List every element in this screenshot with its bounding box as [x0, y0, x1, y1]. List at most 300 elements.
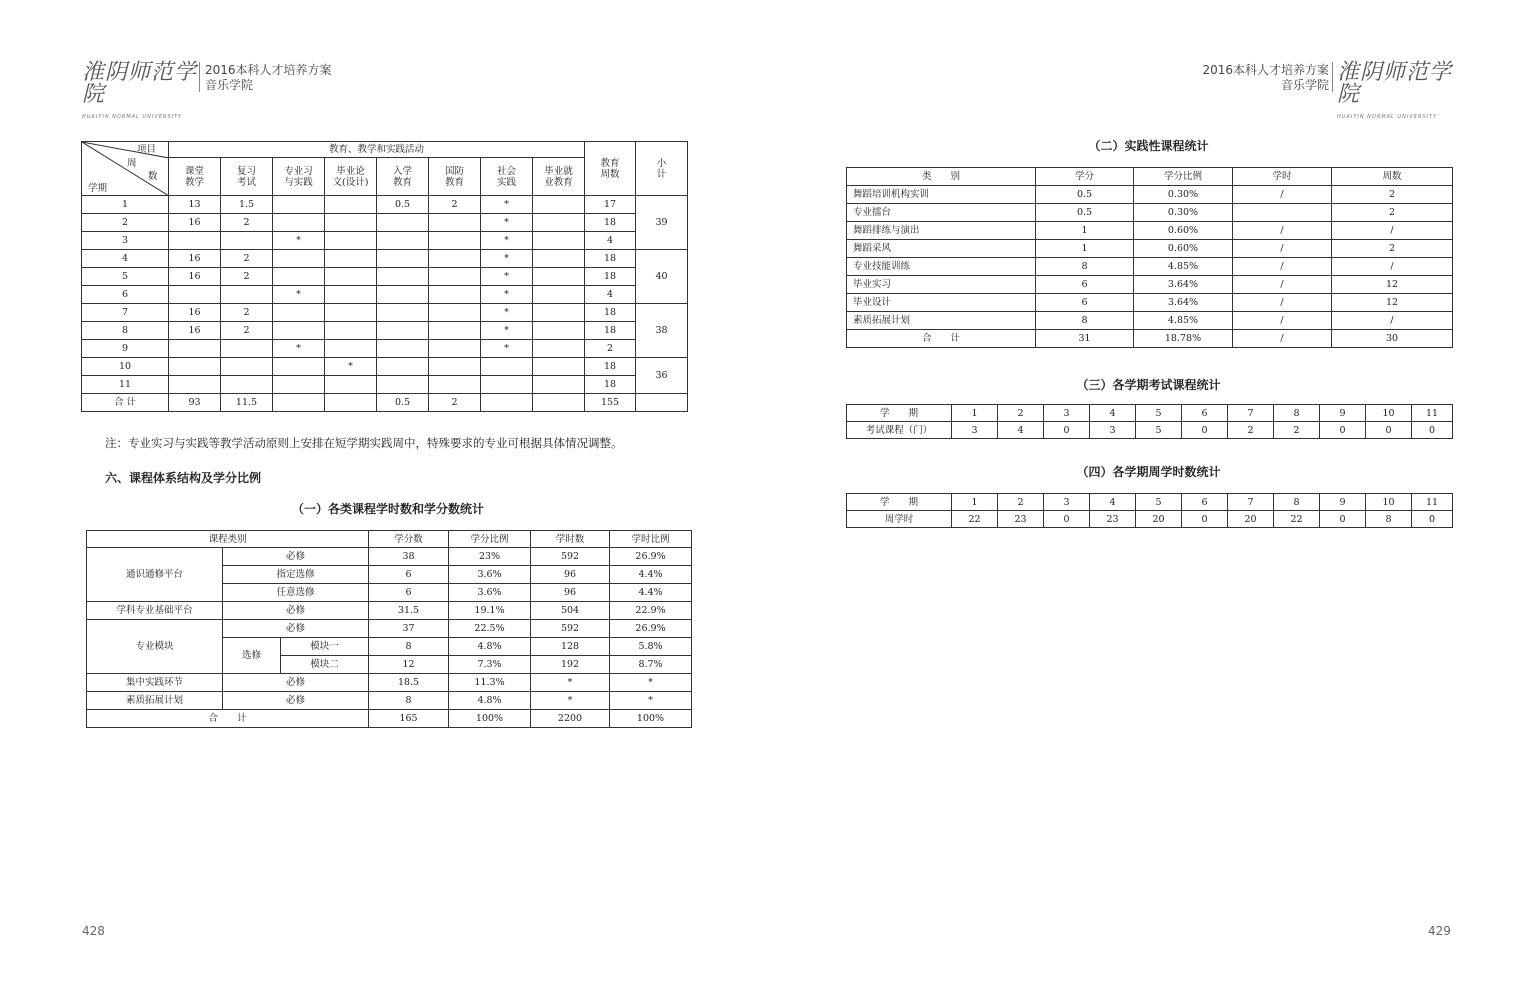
value-cell: 3: [1090, 422, 1136, 439]
value-cell: 3.64%: [1134, 294, 1233, 312]
activity-cell: *: [481, 232, 533, 250]
value-cell: 38: [369, 548, 449, 566]
value-cell: 4.85%: [1134, 312, 1233, 330]
value-cell: 5.8%: [610, 638, 692, 656]
header-credits: 学分数: [369, 531, 449, 548]
activity-cell: [273, 322, 325, 340]
activity-cell: [169, 358, 221, 376]
table-row: [87, 692, 692, 710]
practice-course-table: [846, 167, 1453, 348]
value-cell: 8: [1036, 312, 1134, 330]
total-row: [87, 710, 692, 728]
value-cell: 4.4%: [610, 584, 692, 602]
activity-cell: [273, 358, 325, 376]
value-cell: 18.78%: [1134, 330, 1233, 348]
module-cell: 模块一: [281, 638, 369, 656]
table-row: [847, 276, 1453, 294]
activity-cell: [377, 358, 429, 376]
value-cell: 100%: [449, 710, 531, 728]
activity-cell: [533, 376, 585, 394]
weeks-cell: 18: [585, 268, 636, 286]
value-cell: 592: [531, 548, 610, 566]
table-row: [847, 258, 1453, 276]
activity-cell: [273, 376, 325, 394]
value-cell: 23: [998, 511, 1044, 528]
term-cell: 4: [82, 250, 169, 268]
value-cell: 22: [1274, 511, 1320, 528]
activity-cell: [273, 214, 325, 232]
table-row: [82, 196, 688, 214]
college-name: 音乐学院: [1280, 78, 1329, 92]
value-cell: 18.5: [369, 674, 449, 692]
term-cell: 8: [1274, 405, 1320, 422]
activity-cell: [533, 286, 585, 304]
header-hour-ratio: 学时比例: [610, 531, 692, 548]
value-cell: 2: [1228, 422, 1274, 439]
term-cell: 8: [82, 322, 169, 340]
value-cell: 6: [1036, 294, 1134, 312]
activity-cell: *: [481, 250, 533, 268]
activity-cell: [169, 232, 221, 250]
activity-cell: [273, 268, 325, 286]
table-row: [87, 674, 692, 692]
activity-cell: 13: [169, 196, 221, 214]
value-cell: 96: [531, 584, 610, 602]
activity-cell: 1.5: [221, 196, 273, 214]
value-cell: 96: [531, 566, 610, 584]
value-cell: 12: [369, 656, 449, 674]
activity-cell: *: [481, 286, 533, 304]
total-label: 合 计: [82, 394, 169, 412]
value-cell: 0.60%: [1134, 240, 1233, 258]
term-cell: 5: [1136, 405, 1182, 422]
value-cell: 3.64%: [1134, 276, 1233, 294]
activity-cell: [377, 214, 429, 232]
table-row: [847, 204, 1453, 222]
value-cell: 6: [1036, 276, 1134, 294]
header-weeks: 周数: [1332, 168, 1453, 186]
activity-cell: [377, 322, 429, 340]
term-cell: 9: [1320, 405, 1366, 422]
course-name-cell: 专业擂台: [847, 204, 1036, 222]
term-cell: 6: [1182, 405, 1228, 422]
activity-cell: 11.5: [221, 394, 273, 412]
activity-cell: *: [325, 358, 377, 376]
value-cell: 4.8%: [449, 692, 531, 710]
activity-cell: [429, 214, 481, 232]
header-credits: 学分: [1036, 168, 1134, 186]
activity-cell: [377, 250, 429, 268]
value-cell: /: [1233, 222, 1332, 240]
credit-hours-table: [86, 530, 692, 728]
col-header: 国防 教育: [429, 158, 481, 196]
value-cell: 2: [1274, 422, 1320, 439]
activity-cell: [377, 304, 429, 322]
plan-title: 2016本科人才培养方案: [205, 63, 332, 77]
edu-weeks-header: 教育 周数: [585, 142, 636, 196]
practice-table-body: [847, 186, 1453, 330]
course-name-cell: 专业技能训练: [847, 258, 1036, 276]
table-row: [847, 222, 1453, 240]
term-cell: 6: [82, 286, 169, 304]
activity-cell: [481, 394, 533, 412]
activity-cell: [533, 340, 585, 358]
activity-cell: [429, 322, 481, 340]
value-cell: 4.85%: [1134, 258, 1233, 276]
activity-cell: 16: [169, 250, 221, 268]
activity-cell: [221, 286, 273, 304]
activity-cell: [429, 340, 481, 358]
value-cell: 20: [1136, 511, 1182, 528]
header-credit-ratio: 学分比例: [1134, 168, 1233, 186]
exam-course-table: [846, 404, 1453, 439]
col-header: 毕业就 业教育: [533, 158, 585, 196]
weeks-table-body: [82, 196, 688, 412]
category-quality: 素质拓展计划: [87, 692, 223, 710]
subsection-title: （三）各学期考试课程统计: [1076, 378, 1221, 392]
value-cell: 0: [1044, 511, 1090, 528]
table-row: [82, 250, 688, 268]
subtotal-cell: 40: [636, 250, 688, 304]
term-cell: 10: [1366, 405, 1412, 422]
value-cell: 12: [1332, 276, 1453, 294]
value-cell: 22.5%: [449, 620, 531, 638]
activity-cell: [325, 322, 377, 340]
activity-cell: [481, 358, 533, 376]
value-cell: 100%: [610, 710, 692, 728]
section-title: 六、课程体系结构及学分比例: [105, 471, 262, 485]
value-cell: 8.7%: [610, 656, 692, 674]
term-cell: 7: [82, 304, 169, 322]
term-cell: 2: [82, 214, 169, 232]
table-row: [87, 548, 692, 566]
activity-cell: [533, 322, 585, 340]
value-cell: 26.9%: [610, 620, 692, 638]
value-cell: 165: [369, 710, 449, 728]
activity-cell: 16: [169, 214, 221, 232]
table-row: [847, 312, 1453, 330]
course-name-cell: 舞蹈排练与演出: [847, 222, 1036, 240]
table-row: [82, 358, 688, 376]
activity-cell: [325, 340, 377, 358]
term-cell: 10: [82, 358, 169, 376]
value-cell: 22: [952, 511, 998, 528]
activity-cell: [377, 340, 429, 358]
activity-cell: [429, 304, 481, 322]
value-cell: 22.9%: [610, 602, 692, 620]
value-cell: 0: [1412, 422, 1453, 439]
value-cell: 4.4%: [610, 566, 692, 584]
corner-term-label: 学期: [88, 183, 108, 194]
table-row: [87, 620, 692, 638]
activity-cell: *: [481, 322, 533, 340]
value-cell: 2200: [531, 710, 610, 728]
value-cell: 8: [1036, 258, 1134, 276]
activity-cell: *: [481, 268, 533, 286]
activity-cell: [377, 232, 429, 250]
activity-cell: [169, 286, 221, 304]
term-cell: 2: [998, 405, 1044, 422]
header-hours: 学时: [1233, 168, 1332, 186]
course-name-cell: 舞蹈培训机构实训: [847, 186, 1036, 204]
type-cell: 必修: [223, 674, 369, 692]
activity-cell: *: [273, 232, 325, 250]
term-cell: 1: [952, 494, 998, 511]
value-cell: 0.30%: [1134, 186, 1233, 204]
category-practice: 集中实践环节: [87, 674, 223, 692]
value-cell: 0.60%: [1134, 222, 1233, 240]
value-cell: 11.3%: [449, 674, 531, 692]
term-cell: 5: [82, 268, 169, 286]
activity-cell: *: [481, 196, 533, 214]
value-cell: /: [1233, 294, 1332, 312]
activity-cell: *: [481, 304, 533, 322]
activity-cell: [429, 232, 481, 250]
value-cell: 5: [1136, 422, 1182, 439]
term-row: [847, 405, 1453, 422]
value-cell: 31.5: [369, 602, 449, 620]
value-cell: 0: [1182, 511, 1228, 528]
category-general: 通识通修平台: [87, 548, 223, 602]
value-cell: 12: [1332, 294, 1453, 312]
col-header: 社会 实践: [481, 158, 533, 196]
value-cell: 31: [1036, 330, 1134, 348]
exam-count-row: [847, 422, 1453, 439]
activity-cell: [429, 358, 481, 376]
value-cell: /: [1332, 312, 1453, 330]
subtotal-cell: 38: [636, 304, 688, 358]
activity-cell: [533, 232, 585, 250]
activity-cell: [221, 232, 273, 250]
activity-cell: 2: [221, 268, 273, 286]
total-label: 合 计: [87, 710, 369, 728]
term-cell: 3: [1044, 494, 1090, 511]
activity-cell: [273, 196, 325, 214]
weeks-cell: 18: [585, 322, 636, 340]
value-cell: 8: [1366, 511, 1412, 528]
table-row: [82, 322, 688, 340]
weeks-cell: 2: [585, 340, 636, 358]
activity-cell: 2: [429, 394, 481, 412]
total-row: [847, 330, 1453, 348]
row-label: 学 期: [847, 405, 952, 422]
activity-cell: 16: [169, 268, 221, 286]
value-cell: 7.3%: [449, 656, 531, 674]
value-cell: 8: [369, 692, 449, 710]
subsection-title: （二）实践性课程统计: [1088, 139, 1209, 153]
page-number-right: 429: [1428, 924, 1451, 938]
corner-count-label: 数: [148, 171, 158, 182]
type-cell: 必修: [223, 548, 369, 566]
activity-cell: 16: [169, 322, 221, 340]
activity-cell: *: [481, 214, 533, 232]
activity-cell: [533, 358, 585, 376]
table-note: 注：专业实习与实践等教学活动原则上安排在短学期实践周中，特殊要求的专业可根据具体情况调整。: [105, 436, 623, 450]
value-cell: *: [531, 674, 610, 692]
term-cell: 9: [1320, 494, 1366, 511]
value-cell: /: [1332, 222, 1453, 240]
value-cell: 0: [1412, 511, 1453, 528]
table-row: [82, 340, 688, 358]
value-cell: *: [610, 692, 692, 710]
value-cell: [1233, 204, 1332, 222]
value-cell: /: [1233, 330, 1332, 348]
term-cell: 4: [1090, 494, 1136, 511]
university-logo: 淮阴师范学院 HUAIYIN NORMAL UNIVERSITY: [82, 60, 198, 120]
value-cell: 1: [1036, 222, 1134, 240]
activity-cell: [429, 286, 481, 304]
value-cell: 0.5: [1036, 186, 1134, 204]
value-cell: /: [1233, 240, 1332, 258]
value-cell: 0: [1320, 422, 1366, 439]
weeks-allocation-table: [81, 141, 688, 412]
value-cell: 2: [1332, 186, 1453, 204]
value-cell: 20: [1228, 511, 1274, 528]
term-cell: 9: [82, 340, 169, 358]
activity-cell: [325, 232, 377, 250]
value-cell: 19.1%: [449, 602, 531, 620]
value-cell: 4: [998, 422, 1044, 439]
activity-cell: [325, 286, 377, 304]
term-cell: 6: [1182, 494, 1228, 511]
table-header-row: [87, 531, 692, 548]
activity-cell: [533, 394, 585, 412]
activity-cell: [273, 250, 325, 268]
term-cell: 5: [1136, 494, 1182, 511]
subtotal-cell: 36: [636, 358, 688, 394]
weeks-cell: 4: [585, 286, 636, 304]
term-cell: 11: [1412, 405, 1453, 422]
header-text: [1169, 63, 1329, 93]
activity-cell: [429, 250, 481, 268]
value-cell: 23: [1090, 511, 1136, 528]
header-category: 课程类别: [87, 531, 369, 548]
table-row: [87, 602, 692, 620]
corner-week-label: 周: [127, 158, 137, 169]
type-cell: 必修: [223, 620, 369, 638]
activity-cell: [533, 304, 585, 322]
col-header: 课堂 教学: [169, 158, 221, 196]
term-cell: 11: [82, 376, 169, 394]
course-name-cell: 毕业设计: [847, 294, 1036, 312]
activity-cell: [273, 394, 325, 412]
type-cell: 指定选修: [223, 566, 369, 584]
activity-cell: [325, 304, 377, 322]
weeks-cell: 4: [585, 232, 636, 250]
type-cell: 必修: [223, 602, 369, 620]
college-name: 音乐学院: [205, 78, 254, 92]
value-cell: 128: [531, 638, 610, 656]
weeks-cell: 18: [585, 250, 636, 268]
activity-cell: 2: [221, 304, 273, 322]
activity-cell: [325, 394, 377, 412]
table-row: [847, 186, 1453, 204]
activity-cell: 2: [221, 214, 273, 232]
term-cell: 11: [1412, 494, 1453, 511]
activity-cell: [481, 376, 533, 394]
value-cell: /: [1233, 312, 1332, 330]
value-cell: 0.30%: [1134, 204, 1233, 222]
type-cell: 必修: [223, 692, 369, 710]
activity-cell: [325, 196, 377, 214]
term-cell: 2: [998, 494, 1044, 511]
value-cell: /: [1233, 258, 1332, 276]
value-cell: 504: [531, 602, 610, 620]
table-row: [82, 214, 688, 232]
activity-cell: 2: [429, 196, 481, 214]
value-cell: /: [1233, 276, 1332, 294]
col-header: 入学 教育: [377, 158, 429, 196]
value-cell: /: [1332, 258, 1453, 276]
table-row: [82, 268, 688, 286]
weeks-cell: 18: [585, 376, 636, 394]
activity-cell: 2: [221, 250, 273, 268]
value-cell: 192: [531, 656, 610, 674]
weeks-cell: 18: [585, 214, 636, 232]
subtotal-cell: [636, 394, 688, 412]
table-row: [82, 232, 688, 250]
value-cell: 0.5: [1036, 204, 1134, 222]
activity-cell: 0.5: [377, 394, 429, 412]
term-row: [847, 494, 1453, 511]
value-cell: 6: [369, 566, 449, 584]
value-cell: *: [531, 692, 610, 710]
module-cell: 模块二: [281, 656, 369, 674]
activity-cell: [221, 340, 273, 358]
activity-cell: 2: [221, 322, 273, 340]
activity-cell: [325, 376, 377, 394]
value-cell: 2: [1332, 204, 1453, 222]
activity-cell: [325, 268, 377, 286]
term-cell: 7: [1228, 405, 1274, 422]
activity-cell: 16: [169, 304, 221, 322]
header-text: [205, 63, 365, 93]
value-cell: 0: [1044, 422, 1090, 439]
group-header: 教育、教学和实践活动: [169, 142, 585, 158]
total-row: [82, 394, 688, 412]
term-cell: 4: [1090, 405, 1136, 422]
subtotal-cell: 39: [636, 196, 688, 250]
type-cell: 任意选修: [223, 584, 369, 602]
col-header: 毕业论 文(设计): [325, 158, 377, 196]
activity-cell: [325, 250, 377, 268]
category-subject: 学科专业基础平台: [87, 602, 223, 620]
activity-cell: [533, 250, 585, 268]
subsection-title: （四）各学期周学时数统计: [1076, 465, 1221, 479]
term-cell: 1: [952, 405, 998, 422]
activity-cell: [169, 340, 221, 358]
course-name-cell: 素质拓展计划: [847, 312, 1036, 330]
value-cell: 0: [1182, 422, 1228, 439]
term-cell: 3: [1044, 405, 1090, 422]
university-logo: 淮阴师范学院 HUAIYIN NORMAL UNIVERSITY: [1337, 60, 1453, 120]
value-cell: *: [610, 674, 692, 692]
value-cell: 6: [369, 584, 449, 602]
activity-cell: [377, 376, 429, 394]
activity-cell: [273, 304, 325, 322]
col-header: 专业习 与实践: [273, 158, 325, 196]
course-name-cell: 舞蹈采风: [847, 240, 1036, 258]
header-divider: [1332, 62, 1333, 92]
value-cell: 8: [369, 638, 449, 656]
activity-cell: [533, 268, 585, 286]
activity-cell: *: [273, 286, 325, 304]
value-cell: 2: [1332, 240, 1453, 258]
activity-cell: [221, 358, 273, 376]
activity-cell: 93: [169, 394, 221, 412]
term-cell: 8: [1274, 494, 1320, 511]
table-row: [82, 286, 688, 304]
